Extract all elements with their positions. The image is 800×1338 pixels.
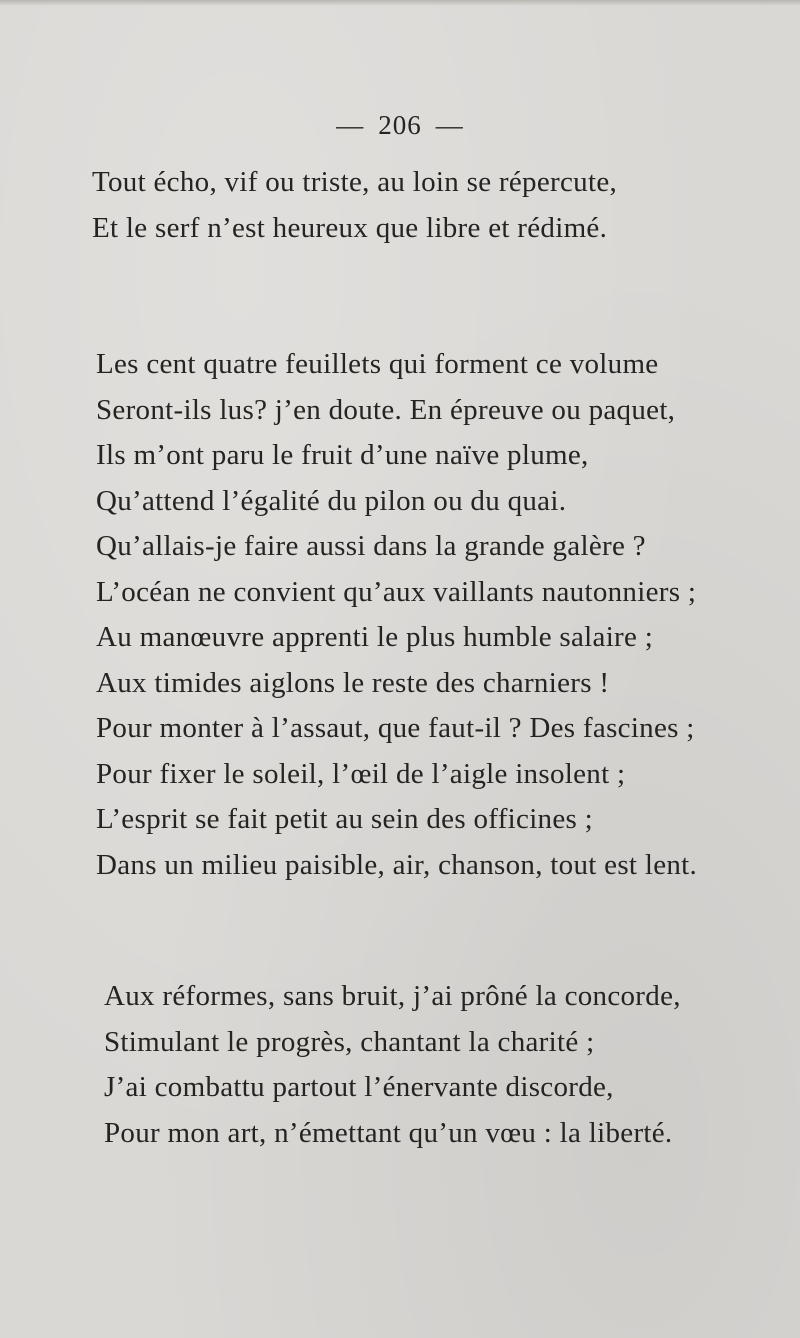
verse-line: Les cent quatre feuillets qui forment ce volume xyxy=(96,348,659,380)
verse-line: Aux timides aiglons le reste des charniers ! xyxy=(96,666,610,699)
verse-line: Qu’attend l’égalité du pilon ou du quai. xyxy=(96,484,567,517)
verse-line: Et le serf n’est heureux que libre et rédimé. xyxy=(92,211,608,244)
right-dash: — xyxy=(435,110,464,140)
verse-line: Pour mon art, n’émettant qu’un vœu : la liberté. xyxy=(104,1116,673,1149)
verse-line: Pour fixer le soleil, l’œil de l’aigle insolent ; xyxy=(96,757,626,790)
verse-line: Qu’allais-je faire aussi dans la grande galère ? xyxy=(96,530,646,562)
left-dash: — xyxy=(336,110,365,140)
verse-line: L’océan ne convient qu’aux vaillants nautonniers ; xyxy=(96,575,697,608)
verse-line: Pour monter à l’assaut, que faut-il ? Des fascines ; xyxy=(96,712,695,744)
verse-line: Dans un milieu paisible, air, chanson, tout est lent. xyxy=(96,848,698,881)
verse-line: L’esprit se fait petit au sein des officines ; xyxy=(96,803,594,835)
page-number-header xyxy=(0,110,800,141)
verse-line: Tout écho, vif ou triste, au loin se répercute, xyxy=(92,166,618,198)
verse-line: J’ai combattu partout l’énervante discorde, xyxy=(104,1071,614,1103)
verse-line: Ils m’ont paru le fruit d’une naïve plume, xyxy=(96,439,589,471)
stanza-3 xyxy=(104,974,681,1156)
verse-line: Aux réformes, sans bruit, j’ai prôné la concorde, xyxy=(104,980,681,1012)
page-number: 206 xyxy=(378,110,422,140)
verse-line: Au manœuvre apprenti le plus humble salaire ; xyxy=(96,621,654,653)
stanza-1 xyxy=(92,160,617,251)
verse-line: Stimulant le progrès, chantant la charité ; xyxy=(104,1025,595,1058)
page-top-edge xyxy=(0,0,800,6)
verse-line: Seront-ils lus? j’en doute. En épreuve ou paquet, xyxy=(96,393,676,426)
stanza-2 xyxy=(96,342,697,888)
